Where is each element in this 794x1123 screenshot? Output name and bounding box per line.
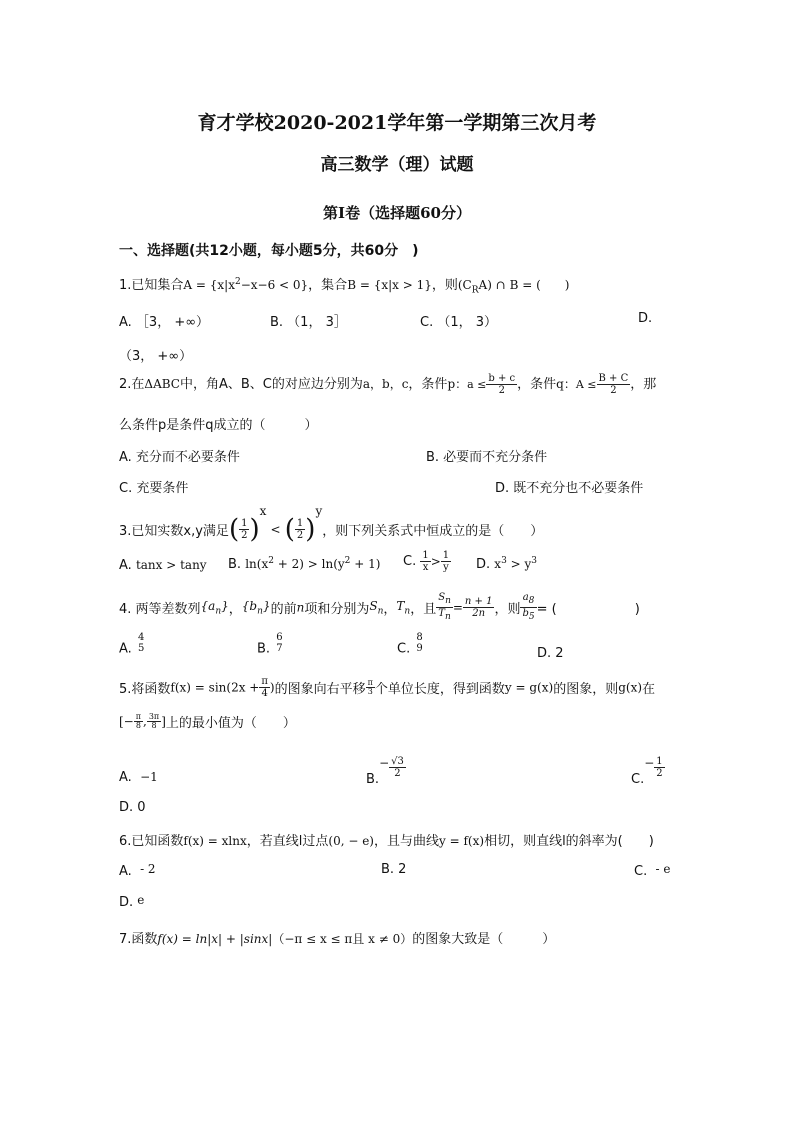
- q1-option-c: C. （1， 3）: [420, 315, 498, 330]
- q4-option-c: C. 8 9: [397, 632, 423, 657]
- q1-option-d: D.: [638, 311, 653, 326]
- q2-option-a: A. 充分而不必要条件: [119, 450, 240, 465]
- q6-option-b: B. 2: [381, 862, 407, 877]
- q2-option-d: D. 既不充分也不必要条件: [495, 481, 644, 496]
- q4-option-a: A. 4 5: [119, 632, 145, 657]
- question-6: 6.已知函数f(x) = xlnx，若直线l过点(0, − e)，且与曲线y = f(x)相切，则直线l的斜率为( ): [119, 834, 654, 849]
- fraction-B-plus-C: $\frac{B + C}{2}$: [598, 373, 629, 396]
- question-5-line2: [− $\frac{\pi}{8}$ , $\frac{3\pi}{8}$ ]上的最小值为（ ）: [119, 712, 296, 731]
- q1-option-a: A. ［3， +∞）: [119, 315, 210, 330]
- fraction-b-plus-c: $\frac{b + c}{2}$: [488, 373, 516, 396]
- q4-option-d: D. 2: [537, 646, 564, 661]
- intersection-expr: $(C_RA)$ ∩ B = ( ): [457, 278, 570, 296]
- q5-option-d: D. 0: [119, 800, 146, 815]
- q4-option-b: B. 6 7: [257, 632, 283, 657]
- question-1: 1.已知集合$A = \{x|x^2-x-6 < 0\}$，集合B = {x|x > 1}，则$(C_RA)$ ∩ B = ( ): [119, 277, 570, 296]
- set-a-expr: $A = \{x|x^2-x-6 < 0\}$: [183, 277, 309, 292]
- set-b-expr: B = {x|x > 1}: [347, 278, 432, 292]
- q2-option-c: C. 充要条件: [119, 481, 189, 496]
- q5-option-b: B.− $\frac{√3}{2}$: [366, 756, 404, 787]
- q3-option-b: B. $\ln(x^2 + 2) > \ln(y^2 + 1)$: [228, 556, 381, 572]
- question-3: 3.已知实数x,y满足( $\frac{1}{2}$ )$^x$ < ( $\frac{1}{2}$ )$^y$，则下列关系式中恒成立的是（ ）: [119, 504, 544, 545]
- question-4: 4. 两等差数列$\{a_n\}$，$\{b_n\}$的前n项和分别为$S_n$，$T_n$，且 $\frac{S_n}{T_n}$ = $\frac{n + 1}{2n}$ ，则 $\frac{a_8}{b_5}$ = ( ): [119, 592, 640, 622]
- question-2-line1: 2.在ΔABC中，角A、B、C的对应边分别为a，b，c，条件p：a ≤ $\frac{b + c}{2}$ ，条件q：A ≤ $\frac{B + C}{2}$ ，那: [119, 373, 657, 396]
- q6-option-a: A. - 2: [119, 862, 156, 879]
- exam-subtitle: 高三数学（理）试题: [320, 155, 474, 175]
- q3-option-a: A. tanx > tany: [119, 558, 207, 573]
- q1-option-b: B. （1， 3］: [270, 315, 347, 330]
- question-2-line2: 么条件p是条件q成立的（ ）: [119, 418, 318, 433]
- q5-option-c: C.− $\frac{1}{2}$: [631, 756, 663, 787]
- q6-option-c: C. - e: [634, 862, 671, 879]
- exam-title: 育才学校2020-2021学年第一学期第三次月考: [197, 112, 597, 134]
- section-heading: 一、选择题(共12小题，每小题5分，共60分 ): [119, 243, 419, 259]
- q6-option-d: D. e: [119, 893, 145, 910]
- part-title: 第I卷（选择题60分）: [323, 204, 471, 222]
- q5-option-a: A. −1: [119, 770, 158, 785]
- question-7: 7.函数f(x) = ln|x| + |sinx|（−π ≤ x ≤ π且 x ≠ 0）的图象大致是（ ）: [119, 932, 556, 947]
- q3-option-c: C. $\frac{1}{x}$ > $\frac{1}{y}$: [403, 550, 450, 573]
- q3-option-d: D. $x^3 > y^3$: [476, 556, 538, 572]
- question-5-line1: 5.将函数f(x) = sin(2x + $\frac{\pi}{4}$ )的图象向右平移 $\frac{\pi}{3}$ 个单位长度，得到函数y = g(x)的图象，则g(x)在: [119, 676, 656, 699]
- q1-option-d-value: （3， +∞）: [119, 349, 193, 364]
- q2-option-b: B. 必要而不充分条件: [426, 450, 548, 465]
